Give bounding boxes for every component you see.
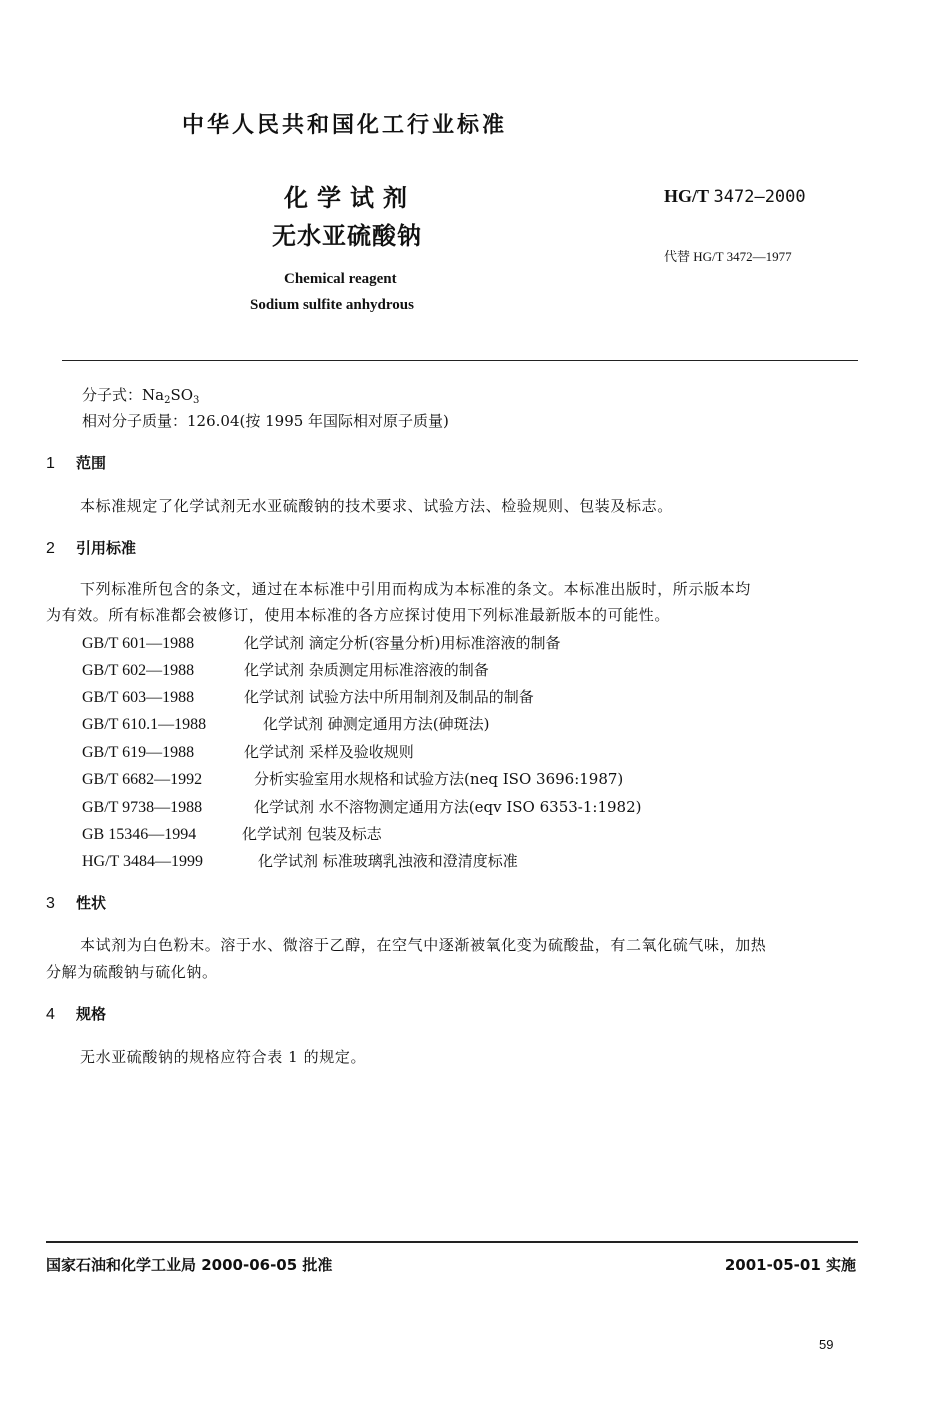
molecular-formula (82, 384, 199, 405)
reference-title: 化学试剂 水不溶物测定通用方法(eqv ISO 6353-1:1982) (254, 798, 642, 816)
reference-title: 化学试剂 杂质测定用标准溶液的制备 (244, 661, 489, 679)
reference-item (82, 632, 560, 653)
reference-item (82, 768, 623, 789)
page-number: 59 (819, 1337, 834, 1352)
document-title-en-line1: Chemical reagent (284, 271, 397, 287)
section-text-references-line2: 为有效。所有标准都会被修订，使用本标准的各方应探讨使用下列标准最新版本的可能性。 (46, 606, 671, 624)
section-heading-references (46, 537, 136, 558)
reference-item (82, 713, 489, 734)
reference-title: 分析实验室用水规格和试验方法(neq ISO 3696:1987) (254, 770, 624, 788)
reference-title: 化学试剂 采样及验收规则 (244, 743, 414, 761)
reference-item (82, 686, 534, 707)
formula-so: SO (170, 386, 194, 404)
reference-code: HG/T 3484—1999 (82, 853, 204, 870)
standard-code (664, 186, 806, 207)
section-title: 引用标准 (76, 539, 137, 557)
section-number: 4 (46, 1006, 55, 1023)
section-number: 1 (46, 455, 55, 472)
document-title-cn-line2: 无水亚硫酸钠 (272, 222, 422, 250)
reference-item (82, 823, 382, 844)
section-title: 规格 (76, 1005, 107, 1023)
section-number: 2 (46, 540, 55, 557)
reference-code: GB/T 601—1988 (82, 635, 195, 652)
section-heading-scope (46, 452, 106, 473)
replaces-standard: 代替 HG/T 3472—1977 (664, 249, 792, 264)
standard-number: 3472—2000 (713, 187, 806, 207)
section-text-scope: 本标准规定了化学试剂无水亚硫酸钠的技术要求、试验方法、检验规则、包装及标志。 (80, 497, 673, 515)
standard-prefix: HG/T (664, 186, 710, 206)
formula-so-sub: 3 (193, 395, 200, 406)
reference-code: GB/T 602—1988 (82, 662, 195, 679)
formula-na: Na (142, 386, 165, 404)
header-divider (62, 360, 858, 361)
section-text-properties-line1: 本试剂为白色粉末。溶于水、微溶于乙醇，在空气中逐渐被氧化变为硫酸盐，有二氧化硫气味，加热 (80, 936, 767, 954)
section-text-specifications: 无水亚硫酸钠的规格应符合表 1 的规定。 (80, 1048, 367, 1066)
reference-code: GB/T 610.1—1988 (82, 716, 207, 733)
reference-code: GB/T 9738—1988 (82, 799, 203, 816)
issuing-authority-title: 中华人民共和国化工行业标准 (182, 113, 508, 138)
formula-na-sub: 2 (164, 395, 171, 406)
reference-code: GB/T 6682—1992 (82, 771, 203, 788)
document-title-en-line2: Sodium sulfite anhydrous (250, 297, 414, 313)
reference-code: GB 15346—1994 (82, 826, 197, 843)
effective-date: 2001-05-01 实施 (724, 1256, 856, 1274)
reference-title: 化学试剂 包装及标志 (242, 825, 382, 843)
section-title: 性状 (76, 894, 107, 912)
reference-item (82, 741, 414, 762)
reference-title: 化学试剂 标准玻璃乳浊液和澄清度标准 (258, 852, 518, 870)
reference-item (82, 796, 641, 817)
footer-divider (46, 1241, 858, 1243)
formula-label: 分子式： (82, 386, 143, 404)
section-heading-specifications (46, 1003, 106, 1024)
approval-date: 国家石油和化学工业局 2000-06-05 批准 (46, 1256, 333, 1274)
section-number: 3 (46, 895, 55, 912)
section-text-properties-line2: 分解为硫酸钠与硫化钠。 (46, 963, 218, 981)
section-heading-properties (46, 892, 106, 913)
reference-title: 化学试剂 试验方法中所用制剂及制品的制备 (244, 688, 534, 706)
reference-item (82, 659, 489, 680)
document-title-cn-line1: 化学试剂 (284, 184, 416, 212)
reference-title: 化学试剂 砷测定通用方法(砷斑法) (263, 715, 490, 733)
reference-title: 化学试剂 滴定分析(容量分析)用标准溶液的制备 (244, 634, 561, 652)
reference-code: GB/T 603—1988 (82, 689, 195, 706)
molecular-mass: 相对分子质量：126.04(按 1995 年国际相对原子质量) (82, 412, 449, 430)
section-title: 范围 (76, 454, 107, 472)
reference-item (82, 850, 518, 871)
reference-code: GB/T 619—1988 (82, 744, 195, 761)
section-text-references-line1: 下列标准所包含的条文，通过在本标准中引用而构成为本标准的条文。本标准出版时，所示版本均 (80, 580, 751, 598)
